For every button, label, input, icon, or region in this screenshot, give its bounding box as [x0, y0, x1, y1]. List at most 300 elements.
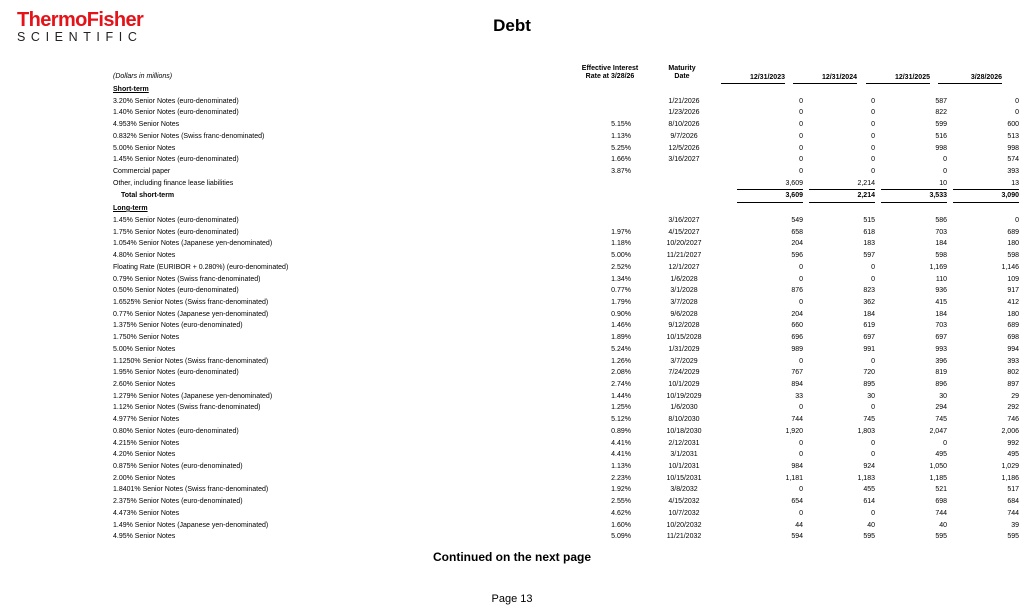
row-label: 1.8401% Senior Notes (Swiss franc-denominated) [113, 486, 269, 494]
table-row [111, 215, 1019, 227]
value-2025-cell: 0 [943, 439, 947, 447]
table-row [111, 107, 1019, 119]
table-row [111, 496, 1019, 508]
table-row [111, 250, 1019, 262]
row-label: 1.1250% Senior Notes (Swiss franc-denominated) [113, 357, 269, 365]
value-2026-cell: 998 [1007, 144, 1019, 152]
row-label: 0.832% Senior Notes (Swiss franc-denominated) [113, 132, 265, 140]
effective-rate-cell: 4.41% [611, 451, 631, 459]
value-2024-cell: 0 [871, 121, 875, 129]
row-label: 4.953% Senior Notes [113, 121, 180, 129]
value-2025-cell: 993 [935, 345, 947, 353]
value-2025-cell: 587 [935, 97, 947, 105]
value-2026-cell: 689 [1007, 228, 1019, 236]
value-2024-cell: 0 [871, 168, 875, 176]
table-row [111, 402, 1019, 414]
effective-rate-cell: 1.13% [611, 463, 631, 470]
maturity-date-cell: 10/19/2029 [666, 392, 702, 400]
value-2025-cell: 516 [935, 132, 947, 140]
units-note: (Dollars in millions) [113, 73, 173, 80]
value-2023-cell: 0 [799, 439, 803, 447]
value-2024-cell: 823 [863, 287, 875, 295]
table-row [111, 332, 1019, 344]
table-row [111, 379, 1019, 391]
row-label: 1.40% Senior Notes (euro-denominated) [113, 109, 239, 117]
table-row [111, 344, 1019, 356]
table-row [111, 274, 1019, 286]
page-title: Debt [493, 16, 531, 35]
effective-rate-cell [591, 84, 631, 96]
value-2023-cell: 0 [799, 404, 803, 412]
value-2026-cell: 994 [1007, 345, 1019, 353]
value-2023-cell: 3,609 [785, 179, 803, 187]
maturity-date-cell: 4/15/2032 [668, 498, 700, 506]
row-label: Other, including finance lease liabilities [113, 180, 234, 187]
value-2024-cell: 614 [863, 498, 875, 506]
value-2026-cell: 917 [1007, 287, 1019, 295]
maturity-date-cell: 3/16/2027 [668, 216, 700, 224]
value-2026-cell: 0 [1015, 97, 1019, 105]
table-row [111, 461, 1019, 473]
value-2025-cell [881, 84, 947, 96]
value-2026-cell: 600 [1007, 121, 1019, 129]
row-label: Total short-term [121, 192, 175, 200]
value-2026-cell: 3,090 [953, 190, 1019, 203]
value-2023-cell: 549 [791, 216, 803, 224]
maturity-date-cell: 12/1/2027 [668, 263, 700, 271]
value-2024-cell: 0 [871, 357, 875, 365]
value-2025-cell: 1,169 [929, 263, 947, 271]
value-2026-cell: 595 [1007, 533, 1019, 541]
row-label: 1.375% Senior Notes (euro-denominated) [113, 322, 243, 330]
value-2024-cell: 595 [863, 533, 875, 541]
effective-rate-cell: 1.66% [611, 156, 631, 164]
maturity-date-cell: 10/7/2032 [668, 509, 700, 517]
value-2025-cell: 521 [935, 486, 947, 494]
effective-rate-cell: 0.90% [611, 310, 631, 318]
value-2026-cell: 13 [1011, 179, 1019, 187]
value-2025-cell: 598 [935, 252, 947, 260]
row-label: 4.977% Senior Notes [113, 416, 180, 424]
value-2025-cell: 822 [935, 109, 947, 117]
maturity-date-cell: 12/5/2026 [668, 144, 700, 152]
table-row [111, 262, 1019, 274]
maturity-date-cell: 3/1/2031 [670, 451, 698, 459]
row-label: 1.12% Senior Notes (Swiss franc-denominated) [113, 404, 261, 412]
row-label: 4.473% Senior Notes [113, 509, 180, 517]
value-2023-cell: 0 [799, 275, 803, 283]
value-2026-cell: 684 [1007, 498, 1019, 506]
total-row [111, 190, 1019, 203]
table-row [111, 154, 1019, 166]
header-col-2023 [721, 74, 785, 84]
header-maturity-line1: Maturity [668, 65, 696, 72]
value-2023-cell: 0 [799, 298, 803, 306]
value-2025-cell: 30 [939, 392, 947, 400]
value-2026-cell: 1,186 [1001, 474, 1019, 482]
effective-rate-cell: 2.74% [611, 380, 631, 388]
table-row [111, 367, 1019, 379]
row-label: 1.95% Senior Notes (euro-denominated) [113, 369, 239, 377]
value-2023-cell: 596 [791, 252, 803, 260]
row-label: 5.00% Senior Notes [113, 144, 176, 152]
value-2026-cell: 393 [1007, 168, 1019, 176]
row-label: 1.054% Senior Notes (Japanese yen-denominated) [113, 240, 273, 248]
value-2024-cell: 0 [871, 97, 875, 105]
maturity-date-cell: 1/31/2029 [668, 345, 700, 353]
value-2023-cell: 0 [799, 97, 803, 105]
value-2023-cell: 654 [791, 498, 803, 506]
value-2025-cell: 599 [935, 121, 947, 129]
header-col-2026 [938, 74, 1002, 84]
value-2023-cell: 984 [791, 463, 803, 470]
maturity-date-cell: 3/16/2027 [668, 156, 700, 164]
maturity-date-cell: 3/1/2028 [670, 287, 698, 295]
value-2025-cell: 396 [935, 357, 947, 365]
effective-rate-cell: 1.34% [611, 275, 631, 283]
value-2023-cell: 0 [799, 509, 803, 517]
table-row [111, 414, 1019, 426]
value-2023-cell: 767 [791, 369, 803, 377]
value-2024-cell: 1,803 [857, 427, 875, 435]
value-2024-cell: 0 [871, 275, 875, 283]
value-2023-cell: 0 [799, 486, 803, 494]
value-2024-cell: 362 [863, 298, 875, 306]
row-label: 0.77% Senior Notes (Japanese yen-denominated) [113, 310, 269, 318]
effective-rate-cell: 2.08% [611, 369, 631, 377]
value-2024-cell: 0 [871, 439, 875, 447]
debt-table-body [111, 84, 1019, 543]
row-label: 5.00% Senior Notes [113, 345, 176, 353]
value-2024-cell: 924 [863, 463, 875, 470]
value-2025-cell: 595 [935, 533, 947, 541]
table-row [111, 426, 1019, 438]
maturity-date-cell: 10/15/2028 [666, 334, 702, 342]
table-row [111, 508, 1019, 520]
value-2024-cell: 0 [871, 156, 875, 164]
maturity-date-cell [631, 84, 737, 96]
value-2023-cell: 0 [799, 168, 803, 176]
table-row [111, 309, 1019, 321]
effective-rate-cell: 5.15% [611, 121, 631, 129]
value-2024-cell [809, 203, 875, 215]
value-2024-cell: 0 [871, 404, 875, 412]
value-2024-cell: 745 [863, 416, 875, 424]
row-label: Commercial paper [113, 168, 171, 176]
table-row [111, 320, 1019, 332]
table-row [111, 227, 1019, 239]
value-2023-cell: 0 [799, 156, 803, 164]
effective-rate-cell: 1.89% [611, 334, 631, 342]
effective-rate-cell: 4.62% [611, 509, 631, 517]
value-2025-cell: 1,185 [929, 474, 947, 482]
table-row [111, 473, 1019, 485]
row-label: 1.750% Senior Notes [113, 334, 180, 342]
value-2025-cell: 3,533 [881, 190, 947, 203]
value-2024-cell: 0 [871, 451, 875, 459]
table-row [111, 143, 1019, 155]
maturity-date-cell: 10/1/2029 [668, 380, 700, 388]
value-2025-cell: 936 [935, 287, 947, 295]
value-2026-cell: 802 [1007, 369, 1019, 377]
row-label: 1.45% Senior Notes (euro-denominated) [113, 216, 239, 224]
row-label: 1.279% Senior Notes (Japanese yen-denominated) [113, 392, 273, 400]
row-label: 0.875% Senior Notes (euro-denominated) [113, 463, 243, 470]
maturity-date-cell [631, 178, 737, 190]
value-2025-cell: 184 [935, 310, 947, 318]
effective-rate-cell: 2.23% [611, 474, 631, 482]
value-2023-cell: 204 [791, 310, 803, 318]
value-2023-cell: 0 [799, 121, 803, 129]
effective-rate-cell: 1.92% [611, 486, 631, 494]
value-2023-cell: 696 [791, 334, 803, 342]
value-2025-cell: 110 [935, 275, 947, 283]
table-row [111, 178, 1019, 190]
maturity-date-cell: 10/1/2031 [668, 463, 700, 470]
maturity-date-cell: 9/6/2028 [670, 310, 698, 318]
logo-wordmark: ThermoFisher [17, 9, 144, 31]
value-2023-cell: 1,920 [785, 427, 803, 435]
value-2023-cell: 0 [799, 451, 803, 459]
table-row [111, 297, 1019, 309]
row-label: 2.375% Senior Notes (euro-denominated) [113, 498, 243, 506]
effective-rate-cell: 5.00% [611, 252, 631, 260]
value-2024-cell: 0 [871, 263, 875, 271]
effective-rate-cell: 1.79% [611, 298, 631, 306]
header-col-2024 [793, 74, 857, 84]
maturity-date-cell: 1/6/2030 [670, 404, 698, 412]
maturity-date-cell: 3/7/2028 [670, 298, 698, 306]
value-2025-cell: 697 [935, 334, 947, 342]
value-2024-cell: 183 [863, 240, 875, 248]
value-2025-cell: 0 [943, 168, 947, 176]
table-row [111, 166, 1019, 178]
value-2026-cell: 180 [1007, 310, 1019, 318]
value-2023-cell: 894 [791, 380, 803, 388]
value-2025-cell: 0 [943, 156, 947, 164]
row-label: 4.20% Senior Notes [113, 451, 176, 459]
table-row [111, 449, 1019, 461]
value-2025-cell: 703 [935, 322, 947, 330]
continued-note: Continued on the next page [433, 550, 591, 564]
value-2024-cell: 0 [871, 132, 875, 140]
value-2024-cell: 40 [867, 521, 875, 529]
value-2025-cell: 184 [935, 240, 947, 248]
table-row [111, 96, 1019, 108]
value-2023-cell: 0 [799, 144, 803, 152]
value-2025-cell: 744 [935, 509, 947, 517]
maturity-date-cell: 11/21/2027 [666, 252, 702, 260]
row-label: Floating Rate (EURIBOR + 0.280%) (euro-denominated) [113, 263, 289, 271]
effective-rate-cell: 1.97% [611, 228, 631, 236]
maturity-date-cell: 3/7/2029 [670, 357, 698, 365]
value-2024-cell: 597 [863, 252, 875, 260]
value-2025-cell: 896 [935, 380, 947, 388]
effective-rate-cell: 5.09% [611, 533, 631, 541]
value-2023-cell: 204 [791, 240, 803, 248]
maturity-date-cell: 3/8/2032 [670, 486, 698, 494]
effective-rate-cell: 5.25% [611, 144, 631, 152]
value-2024-cell: 0 [871, 509, 875, 517]
row-label: Long-term [113, 204, 148, 212]
value-2026-cell: 744 [1007, 509, 1019, 517]
effective-rate-cell [591, 203, 631, 215]
maturity-date-cell: 1/23/2026 [668, 109, 700, 117]
value-2025-cell: 40 [939, 521, 947, 529]
row-label: 3.20% Senior Notes (euro-denominated) [113, 97, 239, 105]
value-2026-cell: 393 [1007, 357, 1019, 365]
value-2023-cell: 44 [795, 521, 803, 529]
maturity-date-cell [631, 190, 737, 203]
maturity-date-cell: 1/6/2028 [670, 275, 698, 283]
value-2026-cell: 495 [1007, 451, 1019, 459]
value-2023-cell: 0 [799, 132, 803, 140]
header-col-2025-label: 12/31/2025 [866, 74, 930, 84]
value-2025-cell: 703 [935, 228, 947, 236]
row-label: 0.79% Senior Notes (Swiss franc-denominated) [113, 275, 261, 283]
value-2023-cell: 876 [791, 287, 803, 295]
value-2026-cell: 1,146 [1001, 263, 1019, 271]
row-label: 0.80% Senior Notes (euro-denominated) [113, 427, 239, 435]
table-row [111, 119, 1019, 131]
value-2025-cell: 1,050 [929, 463, 947, 470]
row-label: 4.95% Senior Notes [113, 533, 176, 541]
effective-rate-cell: 0.77% [611, 287, 631, 295]
table-row [111, 391, 1019, 403]
header-maturity [652, 65, 712, 81]
logo-subtitle: SCIENTIFIC [17, 30, 143, 44]
row-label: 4.215% Senior Notes [113, 439, 180, 447]
value-2024-cell: 697 [863, 334, 875, 342]
value-2026-cell: 517 [1007, 486, 1019, 494]
table-row [111, 131, 1019, 143]
effective-rate-cell: 1.25% [611, 404, 631, 412]
value-2026-cell: 109 [1007, 275, 1019, 283]
maturity-date-cell: 10/20/2027 [666, 240, 702, 248]
value-2026-cell: 292 [1007, 404, 1019, 412]
value-2024-cell: 0 [871, 109, 875, 117]
maturity-date-cell: 7/24/2029 [668, 369, 700, 377]
effective-rate-cell [591, 215, 631, 227]
value-2025-cell: 10 [939, 179, 947, 187]
value-2023-cell: 0 [799, 357, 803, 365]
table-row [111, 356, 1019, 368]
header-col-2025 [866, 74, 930, 84]
value-2023-cell: 660 [791, 322, 803, 330]
maturity-date-cell: 2/12/2031 [668, 439, 700, 447]
effective-rate-cell: 0.89% [611, 427, 631, 435]
maturity-date-cell: 4/15/2027 [668, 228, 700, 236]
value-2025-cell: 745 [935, 416, 947, 424]
row-label: 2.00% Senior Notes [113, 474, 176, 482]
value-2024-cell: 1,183 [857, 474, 875, 482]
value-2023-cell: 3,609 [737, 190, 803, 203]
value-2023-cell: 0 [799, 263, 803, 271]
value-2026-cell: 0 [1015, 109, 1019, 117]
value-2023-cell: 0 [799, 109, 803, 117]
value-2025-cell: 819 [935, 369, 947, 377]
row-label: 1.6525% Senior Notes (Swiss franc-denominated) [113, 298, 269, 306]
value-2024-cell: 0 [871, 144, 875, 152]
effective-rate-cell: 5.12% [611, 416, 631, 424]
value-2024-cell: 618 [863, 228, 875, 236]
value-2026-cell: 598 [1007, 252, 1019, 260]
row-label: 1.49% Senior Notes (Japanese yen-denominated) [113, 521, 269, 529]
value-2024-cell: 619 [863, 322, 875, 330]
value-2024-cell: 895 [863, 380, 875, 388]
header-col-2023-label: 12/31/2023 [721, 74, 785, 84]
debt-table [111, 84, 1019, 543]
header-rate-line1: Effective Interest [581, 65, 639, 72]
header-col-2024-label: 12/31/2024 [793, 74, 857, 84]
table-row [111, 520, 1019, 532]
page-number: Page 13 [491, 593, 533, 605]
header-col-2026-label: 3/28/2026 [938, 74, 1002, 84]
row-label: 1.75% Senior Notes (euro-denominated) [113, 228, 239, 236]
value-2026-cell [953, 84, 1019, 96]
maturity-date-cell: 9/12/2028 [668, 322, 700, 330]
effective-rate-cell: 1.60% [611, 521, 631, 529]
value-2026-cell: 1,029 [1001, 463, 1019, 470]
header-rate-line2: Rate at 3/28/26 [585, 73, 635, 80]
value-2024-cell: 2,214 [809, 190, 875, 203]
effective-rate-cell: 1.44% [611, 392, 631, 400]
value-2025-cell: 2,047 [929, 427, 947, 435]
value-2023-cell [737, 203, 803, 215]
value-2023-cell: 33 [795, 392, 803, 400]
effective-rate-cell: 2.52% [611, 263, 631, 271]
effective-rate-cell: 1.18% [611, 240, 631, 248]
value-2023-cell: 658 [791, 228, 803, 236]
value-2026-cell [953, 203, 1019, 215]
section-header-row [111, 203, 1019, 215]
value-2026-cell: 2,006 [1001, 427, 1019, 435]
value-2026-cell: 513 [1007, 132, 1019, 140]
value-2025-cell: 495 [935, 451, 947, 459]
table-row [111, 238, 1019, 250]
value-2024-cell: 455 [863, 486, 875, 494]
section-header-row [111, 84, 1019, 96]
maturity-date-cell: 10/15/2031 [666, 474, 702, 482]
value-2026-cell: 698 [1007, 334, 1019, 342]
value-2026-cell: 897 [1007, 380, 1019, 388]
value-2024-cell: 515 [863, 216, 875, 224]
value-2026-cell: 746 [1007, 416, 1019, 424]
value-2025-cell: 294 [935, 404, 947, 412]
value-2025-cell: 698 [935, 498, 947, 506]
table-row [111, 484, 1019, 496]
value-2026-cell: 574 [1007, 156, 1019, 164]
effective-rate-cell [591, 178, 631, 190]
header-rate [574, 65, 646, 81]
maturity-date-cell [631, 166, 737, 178]
value-2025-cell: 586 [935, 216, 947, 224]
value-2023-cell: 989 [791, 345, 803, 353]
maturity-date-cell: 9/7/2026 [670, 132, 698, 140]
value-2025-cell: 415 [935, 298, 947, 306]
effective-rate-cell: 5.24% [611, 345, 631, 353]
effective-rate-cell: 1.46% [611, 322, 631, 330]
effective-rate-cell: 4.41% [611, 439, 631, 447]
value-2026-cell: 0 [1015, 216, 1019, 224]
row-label: 1.45% Senior Notes (euro-denominated) [113, 156, 239, 164]
value-2026-cell: 180 [1007, 240, 1019, 248]
row-label: 4.80% Senior Notes [113, 252, 176, 260]
maturity-date-cell: 1/21/2026 [668, 97, 700, 105]
value-2026-cell: 412 [1007, 298, 1019, 306]
effective-rate-cell [591, 96, 631, 108]
value-2024-cell [809, 84, 875, 96]
